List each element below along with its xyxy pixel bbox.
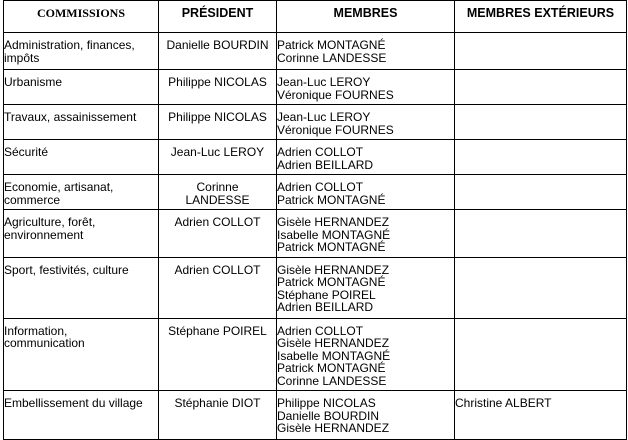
exterieurs-cell bbox=[455, 33, 627, 70]
commission-cell bbox=[4, 70, 159, 105]
header-membres-exterieurs: MEMBRES EXTÉRIEURS bbox=[455, 1, 627, 33]
exterieurs-cell bbox=[455, 70, 627, 105]
president-name: Corinne LANDESSE bbox=[185, 180, 250, 207]
exterieurs-cell bbox=[455, 391, 627, 440]
membre-name: Stéphane POIREL bbox=[277, 287, 376, 302]
membres-cell bbox=[277, 33, 455, 70]
president-name: Philippe NICOLAS bbox=[168, 110, 267, 124]
membre-name: Véronique FOURNES bbox=[277, 87, 394, 102]
membres-cell bbox=[277, 140, 455, 175]
membre-name: Patrick MONTAGNÉ bbox=[277, 361, 386, 375]
table-header bbox=[4, 1, 627, 33]
header-membres: MEMBRES bbox=[277, 1, 455, 33]
table-row bbox=[4, 140, 627, 175]
membres-cell bbox=[277, 210, 455, 258]
exterieurs-cell bbox=[455, 105, 627, 140]
commission-cell bbox=[4, 105, 159, 140]
commission-cell bbox=[4, 33, 159, 70]
header-president: PRÉSIDENT bbox=[159, 1, 277, 33]
membre-name: Patrick MONTAGNÉ bbox=[277, 240, 386, 254]
president-name: Danielle BOURDIN bbox=[166, 38, 269, 52]
president-name: Philippe NICOLAS bbox=[168, 75, 267, 89]
president-name: Adrien COLLOT bbox=[174, 262, 261, 277]
commission-name: Agriculture, forêt, environnement bbox=[4, 215, 96, 242]
membre-name: Patrick MONTAGNÉ bbox=[277, 275, 386, 289]
membre-name: Gisèle HERNANDEZ bbox=[277, 215, 390, 229]
commission-cell bbox=[4, 318, 159, 391]
table-row bbox=[4, 33, 627, 70]
header-row bbox=[4, 1, 627, 33]
commission-name: Urbanisme bbox=[4, 75, 63, 89]
membre-name: Jean-Luc LEROY bbox=[277, 75, 371, 89]
exterieurs-cell bbox=[455, 140, 627, 175]
membre-name: Adrien COLLOT bbox=[277, 145, 364, 159]
membres-cell bbox=[277, 70, 455, 105]
membre-name: Patrick MONTAGNÉ bbox=[277, 192, 386, 207]
membres-cell bbox=[277, 391, 455, 440]
membre-name: Adrien BEILLARD bbox=[277, 157, 374, 172]
president-cell bbox=[159, 33, 277, 70]
membre-name: Danielle BOURDIN bbox=[277, 408, 380, 423]
membre-name: Adrien COLLOT bbox=[277, 180, 364, 194]
commission-cell bbox=[4, 175, 159, 210]
commission-name: Sécurité bbox=[4, 145, 49, 159]
table-row bbox=[4, 318, 627, 391]
membre-name: Patrick MONTAGNÉ bbox=[277, 38, 386, 52]
commission-name: Economie, artisanat, commerce bbox=[4, 180, 114, 207]
president-cell bbox=[159, 140, 277, 175]
membre-name: Jean-Luc LEROY bbox=[277, 110, 371, 124]
president-name: Adrien COLLOT bbox=[174, 215, 261, 229]
table-row bbox=[4, 70, 627, 105]
president-name: Stéphanie DIOT bbox=[174, 396, 261, 410]
membres-cell bbox=[277, 175, 455, 210]
table-row bbox=[4, 257, 627, 318]
membre-name: Corinne LANDESSE bbox=[277, 373, 387, 388]
president-cell bbox=[159, 70, 277, 105]
president-cell bbox=[159, 210, 277, 258]
commission-name: Sport, festivités, culture bbox=[4, 262, 129, 277]
commission-cell bbox=[4, 391, 159, 440]
membres-cell bbox=[277, 105, 455, 140]
membre-name: Corinne LANDESSE bbox=[277, 50, 387, 65]
membre-name: Adrien COLLOT bbox=[277, 323, 364, 338]
president-cell bbox=[159, 318, 277, 391]
commission-cell bbox=[4, 140, 159, 175]
commission-name: Administration, finances, impôts bbox=[4, 38, 135, 65]
commission-name: Information, communication bbox=[4, 323, 85, 350]
exterieurs-cell bbox=[455, 175, 627, 210]
commission-cell bbox=[4, 210, 159, 258]
commission-name: Embellissement du village bbox=[4, 396, 143, 410]
membre-name: Gisèle HERNANDEZ bbox=[277, 262, 390, 277]
table-row bbox=[4, 105, 627, 140]
exterieurs-cell bbox=[455, 318, 627, 391]
table-row bbox=[4, 175, 627, 210]
commission-cell bbox=[4, 257, 159, 318]
header-commissions: COMMISSIONS bbox=[4, 1, 159, 33]
membre-name: Isabelle MONTAGNÉ bbox=[277, 348, 391, 363]
membre-name: Isabelle MONTAGNÉ bbox=[277, 227, 391, 242]
president-cell bbox=[159, 175, 277, 210]
president-name: Stéphane POIREL bbox=[168, 323, 267, 338]
exterieurs-cell bbox=[455, 210, 627, 258]
membres-cell bbox=[277, 257, 455, 318]
president-name: Jean-Luc LEROY bbox=[170, 145, 265, 159]
membre-name: Adrien BEILLARD bbox=[277, 300, 374, 314]
president-cell bbox=[159, 105, 277, 140]
membre-name: Gisèle HERNANDEZ bbox=[277, 421, 390, 435]
table-body bbox=[4, 33, 627, 440]
exterieurs-cell bbox=[455, 257, 627, 318]
table-row bbox=[4, 391, 627, 440]
commissions-table bbox=[3, 0, 627, 440]
membre-name: Philippe NICOLAS bbox=[277, 396, 376, 410]
table-row bbox=[4, 210, 627, 258]
membre-name: Véronique FOURNES bbox=[277, 122, 394, 137]
president-cell bbox=[159, 257, 277, 318]
membres-cell bbox=[277, 318, 455, 391]
president-cell bbox=[159, 391, 277, 440]
exterieur-name: Christine ALBERT bbox=[455, 396, 552, 410]
commission-name: Travaux, assainissement bbox=[4, 110, 137, 124]
membre-name: Gisèle HERNANDEZ bbox=[277, 336, 390, 350]
